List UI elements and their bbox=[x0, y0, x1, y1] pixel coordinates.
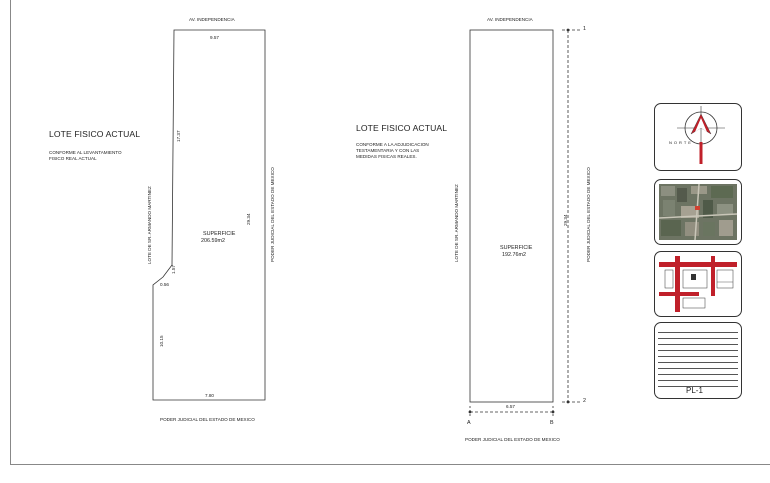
left-neighbor-south: PODER JUDICIAL DEL ESTADO DE MEXICO bbox=[160, 417, 255, 422]
right-dim-bottom: 6.57 bbox=[506, 404, 515, 409]
right-area-value: 192.76m2 bbox=[502, 252, 526, 258]
location-map bbox=[655, 252, 741, 316]
left-area-value: 206.59m2 bbox=[201, 238, 225, 244]
right-point-a: A bbox=[467, 420, 471, 426]
compass-icon bbox=[655, 104, 741, 170]
right-neighbor-south: PODER JUDICIAL DEL ESTADO DE MEXICO bbox=[465, 437, 560, 442]
left-dim-right: 29.34 bbox=[246, 213, 251, 225]
north-arrow-panel bbox=[654, 103, 742, 171]
right-point-2: 2 bbox=[583, 398, 586, 404]
left-area-label: SUPERFICIE bbox=[203, 231, 236, 237]
right-point-b: B bbox=[550, 420, 554, 426]
right-plan-subtitle-1: CONFORME A LA ADJUDICACION bbox=[356, 142, 429, 147]
left-dim-notch: 0.56 bbox=[160, 282, 169, 287]
left-dim-lower-left: 10.15 bbox=[159, 335, 164, 347]
left-dim-upper-left: 17.37 bbox=[176, 130, 181, 142]
north-label: NORTE bbox=[669, 140, 693, 145]
right-neighbor-east: PODER JUDICIAL DEL ESTADO DE MEXICO bbox=[586, 167, 591, 262]
right-dim-right: 29.34 bbox=[563, 214, 568, 226]
title-block-panel bbox=[654, 322, 742, 399]
sheet-id: PL-1 bbox=[686, 386, 703, 395]
left-dim-diag: 1.57 bbox=[171, 265, 176, 274]
right-plan-subtitle-3: MEDIDAS FISICAS REALES. bbox=[356, 154, 417, 159]
left-plan-title: LOTE FISICO ACTUAL bbox=[49, 129, 141, 139]
left-neighbor-east: PODER JUDICIAL DEL ESTADO DE MEXICO bbox=[270, 167, 275, 262]
right-plan-title: LOTE FISICO ACTUAL bbox=[356, 123, 448, 133]
left-top-street: AV. INDEPENDENCIA bbox=[189, 17, 235, 22]
aerial-photo bbox=[655, 180, 741, 244]
title-row bbox=[658, 326, 738, 331]
right-top-street: AV. INDEPENDENCIA bbox=[487, 17, 533, 22]
right-point-1: 1 bbox=[583, 26, 586, 32]
left-plan-subtitle-2: FISICO REAL ACTUAL bbox=[49, 156, 97, 161]
aerial-photo-panel bbox=[654, 179, 742, 245]
location-map-panel bbox=[654, 251, 742, 317]
right-neighbor-west: LOTE DE SR. ARMANDO MARTINEZ bbox=[454, 184, 459, 262]
left-dim-bottom: 7.80 bbox=[205, 393, 214, 398]
left-dim-top: 9.57 bbox=[210, 35, 219, 40]
right-area-label: SUPERFICIE bbox=[500, 245, 533, 251]
right-plan-subtitle-2: TESTAMENTARIA Y CON LAS bbox=[356, 148, 420, 153]
left-neighbor-west: LOTE DE SR. ARMANDO MARTINEZ bbox=[147, 186, 152, 264]
left-plan-subtitle-1: CONFORME AL LEVANTAMIENTO bbox=[49, 150, 122, 155]
